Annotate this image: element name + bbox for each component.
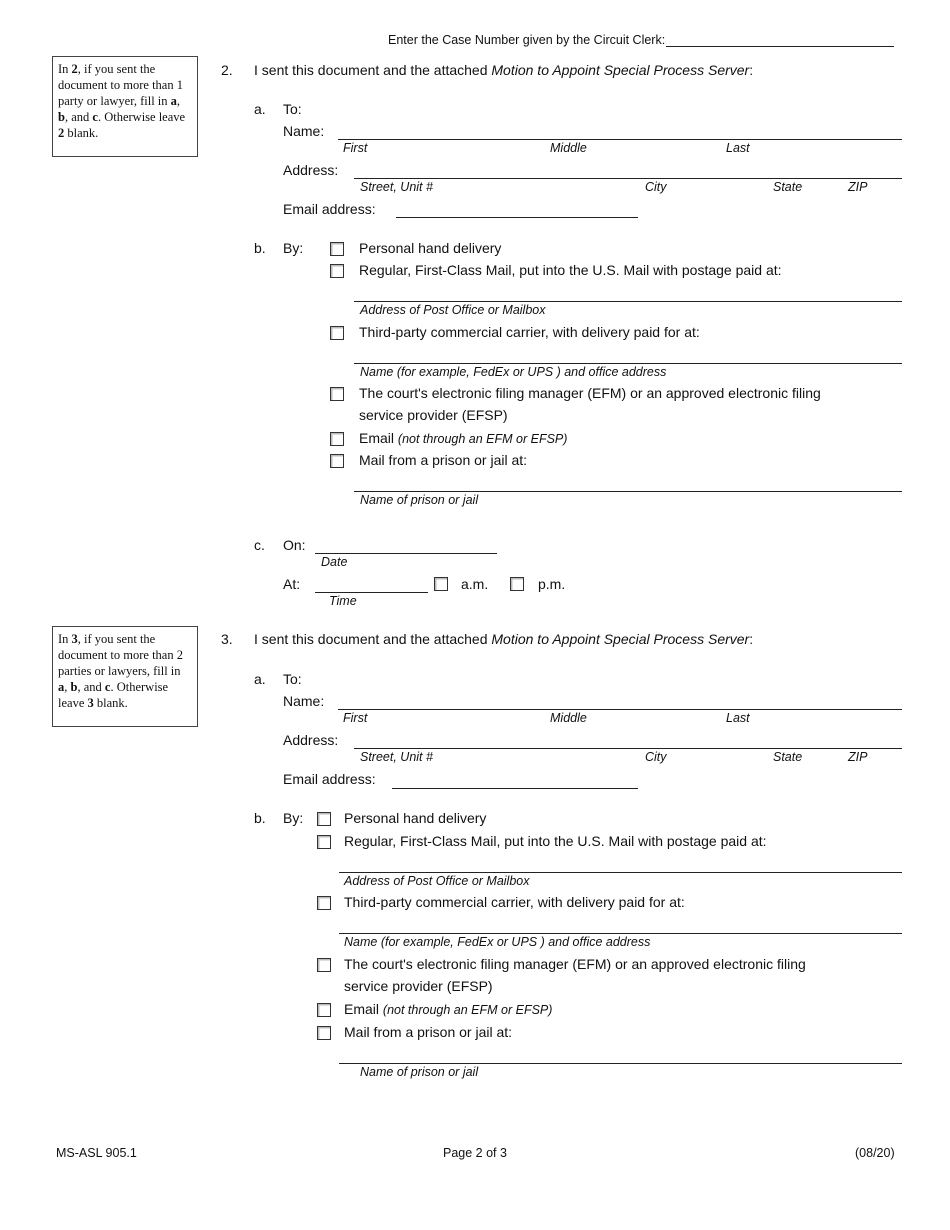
section-2b-marker: b. xyxy=(254,240,266,256)
section-2a-zip-caption: ZIP xyxy=(848,180,868,194)
footer-page-number: Page 2 of 3 xyxy=(443,1146,507,1160)
section-2b-hand-delivery-label: Personal hand delivery xyxy=(359,240,502,256)
section-2a-middle-caption: Middle xyxy=(550,141,587,155)
section-2-number: 2. xyxy=(221,62,233,78)
section-2a-email-label: Email address: xyxy=(283,201,376,217)
section-2b-carrier-caption: Name (for example, FedEx or UPS ) and office address xyxy=(360,365,667,379)
section-2b-prison-caption: Name of prison or jail xyxy=(360,493,479,507)
section-2b-prison-checkbox[interactable] xyxy=(330,454,344,468)
section-3b-efm-checkbox[interactable] xyxy=(317,958,331,972)
section-3a-name-label: Name: xyxy=(283,693,325,709)
section-2b-by-label: By: xyxy=(283,240,304,256)
section-2c-am-checkbox[interactable] xyxy=(434,577,448,591)
section-3a-marker: a. xyxy=(254,671,266,687)
section-3b-efm-label-line2: service provider (EFSP) xyxy=(344,978,493,994)
section-3b-mail-label: Regular, First-Class Mail, put into the U.S. Mail with postage paid at: xyxy=(344,833,767,849)
section-2a-street-caption: Street, Unit # xyxy=(360,180,433,194)
section-2a-name-label: Name: xyxy=(283,123,325,139)
section-2a-address-label: Address: xyxy=(283,162,339,178)
section-2b-mail-checkbox[interactable] xyxy=(330,264,344,278)
section-2b-post-office-field[interactable] xyxy=(354,301,902,302)
footer-form-id: MS-ASL 905.1 xyxy=(56,1146,137,1160)
section-2c-date-caption: Date xyxy=(321,555,348,569)
section-2a-last-caption: Last xyxy=(726,141,750,155)
footer-revision: (08/20) xyxy=(855,1146,895,1160)
section-2a-state-caption: State xyxy=(773,180,803,194)
section-2a-marker: a. xyxy=(254,101,266,117)
section-2b-carrier-checkbox[interactable] xyxy=(330,326,344,340)
section-3b-efm-label-line1: The court's electronic filing manager (EFM) or an approved electronic filing xyxy=(344,956,806,972)
section-3b-prison-field[interactable] xyxy=(339,1063,902,1064)
section-2a-to-label: To: xyxy=(283,101,302,117)
section-2b-carrier-field[interactable] xyxy=(354,363,902,364)
section-3a-zip-caption: ZIP xyxy=(848,750,868,764)
section-2b-hand-delivery-checkbox[interactable] xyxy=(330,242,344,256)
section-3a-state-caption: State xyxy=(773,750,803,764)
section-2a-first-caption: First xyxy=(343,141,368,155)
section-2c-am-label: a.m. xyxy=(461,576,489,592)
section-2b-email-checkbox[interactable] xyxy=(330,432,344,446)
section-3a-email-field[interactable] xyxy=(392,788,638,789)
section-3a-first-caption: First xyxy=(343,711,368,725)
section-2b-prison-field[interactable] xyxy=(354,491,902,492)
section-2c-date-field[interactable] xyxy=(315,553,497,554)
section-2a-city-caption: City xyxy=(645,180,667,194)
section-2b-carrier-label: Third-party commercial carrier, with delivery paid for at: xyxy=(359,324,700,340)
section-2c-time-field[interactable] xyxy=(315,592,428,593)
section-3b-email-label: Email (not through an EFM or EFSP) xyxy=(344,1001,553,1017)
section-3a-address-label: Address: xyxy=(283,732,339,748)
section-3b-prison-caption: Name of prison or jail xyxy=(360,1065,479,1079)
section-3b-by-label: By: xyxy=(283,810,304,826)
section-3b-hand-delivery-checkbox[interactable] xyxy=(317,812,331,826)
section-3a-name-field[interactable] xyxy=(338,709,902,710)
section-3-number: 3. xyxy=(221,631,233,647)
section-2b-email-label: Email (not through an EFM or EFSP) xyxy=(359,430,568,446)
section-3a-email-label: Email address: xyxy=(283,771,376,787)
section-3b-marker: b. xyxy=(254,810,266,826)
section-2a-email-field[interactable] xyxy=(396,217,638,218)
section-3b-email-checkbox[interactable] xyxy=(317,1003,331,1017)
section-2a-name-field[interactable] xyxy=(338,139,902,140)
section-2c-time-caption: Time xyxy=(329,594,357,608)
section-3a-to-label: To: xyxy=(283,671,302,687)
section-2a-address-field[interactable] xyxy=(354,178,902,179)
sidenote-section-2: In 2, if you sent the document to more than 1 party or lawyer, fill in a, b, and c. Otherwise leave 2 blank. xyxy=(52,56,198,157)
section-3a-address-field[interactable] xyxy=(354,748,902,749)
section-3-statement: I sent this document and the attached Motion to Appoint Special Process Server: xyxy=(254,631,754,647)
section-3b-carrier-checkbox[interactable] xyxy=(317,896,331,910)
section-3b-carrier-field[interactable] xyxy=(339,933,902,934)
section-3a-street-caption: Street, Unit # xyxy=(360,750,433,764)
section-2b-efm-label-line1: The court's electronic filing manager (EFM) or an approved electronic filing xyxy=(359,385,821,401)
section-3b-prison-label: Mail from a prison or jail at: xyxy=(344,1024,513,1040)
section-2c-at-label: At: xyxy=(283,576,301,592)
section-3b-post-office-field[interactable] xyxy=(339,872,902,873)
section-3b-carrier-label: Third-party commercial carrier, with delivery paid for at: xyxy=(344,894,685,910)
section-2c-on-label: On: xyxy=(283,537,306,553)
section-3b-prison-checkbox[interactable] xyxy=(317,1026,331,1040)
section-2b-efm-checkbox[interactable] xyxy=(330,387,344,401)
section-2b-post-office-caption: Address of Post Office or Mailbox xyxy=(360,303,546,317)
section-2c-pm-label: p.m. xyxy=(538,576,566,592)
section-3a-last-caption: Last xyxy=(726,711,750,725)
section-3a-middle-caption: Middle xyxy=(550,711,587,725)
section-2c-marker: c. xyxy=(254,537,265,553)
case-number-label xyxy=(388,33,665,47)
case-number-label-text: Enter the Case Number given by the Circuit Clerk: xyxy=(388,33,666,47)
section-2c-pm-checkbox[interactable] xyxy=(510,577,524,591)
section-2b-mail-label: Regular, First-Class Mail, put into the U.S. Mail with postage paid at: xyxy=(359,262,782,278)
sidenote-section-3: In 3, if you sent the document to more than 2 parties or lawyers, fill in a, b, and c. Otherwise leave 3 blank. xyxy=(52,626,198,727)
section-3b-carrier-caption: Name (for example, FedEx or UPS ) and office address xyxy=(344,935,651,949)
case-number-field[interactable] xyxy=(666,46,894,47)
section-2-statement: I sent this document and the attached Motion to Appoint Special Process Server: xyxy=(254,62,754,78)
section-2b-prison-label: Mail from a prison or jail at: xyxy=(359,452,528,468)
section-3b-mail-checkbox[interactable] xyxy=(317,835,331,849)
section-3b-post-office-caption: Address of Post Office or Mailbox xyxy=(344,874,530,888)
section-2b-efm-label-line2: service provider (EFSP) xyxy=(359,407,508,423)
section-3b-hand-delivery-label: Personal hand delivery xyxy=(344,810,487,826)
section-3a-city-caption: City xyxy=(645,750,667,764)
